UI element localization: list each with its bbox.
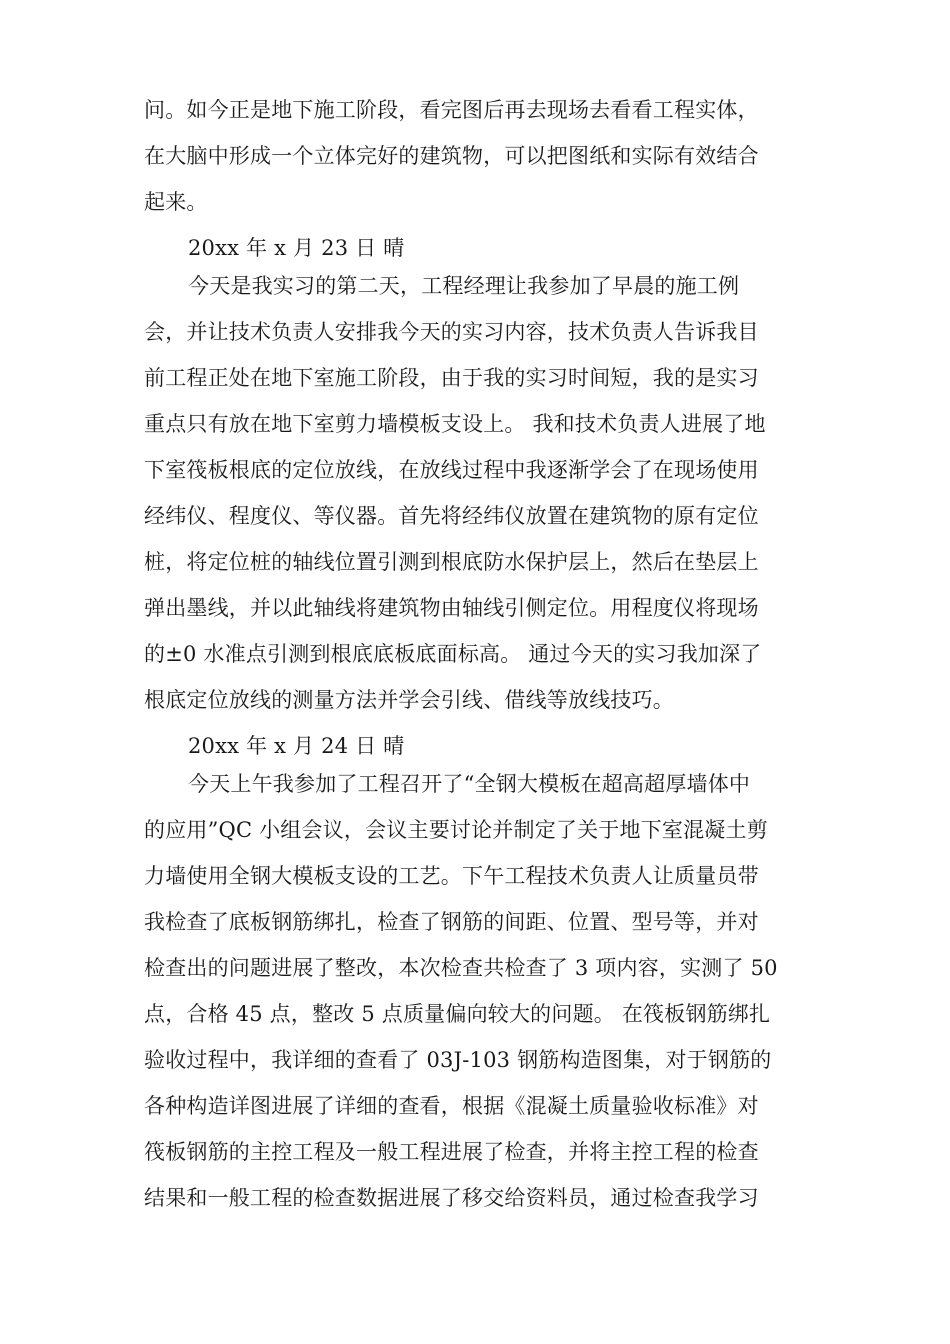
paragraph-line: 重点只有放在地下室剪力墙模板支设上。 我和技术负责人进展了地 xyxy=(144,412,766,436)
paragraph-line: 今天上午我参加了工程召开了“全钢大模板在超高超厚墙体中 xyxy=(188,772,751,796)
paragraph-line: 的±0 水准点引测到根底底板底面标高。 通过今天的实习我加深了 xyxy=(144,642,762,666)
paragraph-line: 各种构造详图进展了详细的查看，根据《混凝土质量验收标准》对 xyxy=(144,1094,759,1118)
paragraph-line: 会，并让技术负责人安排我今天的实习内容，技术负责人告诉我目 xyxy=(144,320,759,344)
paragraph-line: 在大脑中形成一个立体完好的建筑物，可以把图纸和实际有效结合 xyxy=(144,144,759,168)
paragraph-line: 验收过程中，我详细的查看了 03J-103 钢筋构造图集，对于钢筋的 xyxy=(144,1048,772,1072)
paragraph-line: 下室筏板根底的定位放线，在放线过程中我逐渐学会了在现场使用 xyxy=(144,458,759,482)
paragraph-line: 今天是我实习的第二天，工程经理让我参加了早晨的施工例 xyxy=(188,274,740,298)
paragraph-line: 经纬仪、程度仪、等仪器。首先将经纬仪放置在建筑物的原有定位 xyxy=(144,504,759,528)
date-heading-24: 20xx 年 x 月 24 日 晴 xyxy=(188,734,405,758)
paragraph-line: 根底定位放线的测量方法并学会引线、借线等放线技巧。 xyxy=(144,688,674,712)
paragraph-line: 的应用”QC 小组会议，会议主要讨论并制定了关于地下室混凝土剪 xyxy=(144,818,768,842)
paragraph-line: 筏板钢筋的主控工程及一般工程进展了检查，并将主控工程的检查 xyxy=(144,1140,759,1164)
paragraph-line: 起来。 xyxy=(144,190,208,214)
paragraph-line: 检查出的问题进展了整改，本次检查共检查了 3 项内容，实测了 50 xyxy=(144,956,778,980)
paragraph-line: 问。如今正是地下施工阶段，看完图后再去现场去看看工程实体， xyxy=(144,98,759,122)
paragraph-line: 力墙使用全钢大模板支设的工艺。下午工程技术负责人让质量员带 xyxy=(144,864,759,888)
paragraph-line: 我检查了底板钢筋绑扎，检查了钢筋的间距、位置、型号等，并对 xyxy=(144,910,759,934)
paragraph-line: 弹出墨线，并以此轴线将建筑物由轴线引侧定位。用程度仪将现场 xyxy=(144,596,759,620)
date-heading-23: 20xx 年 x 月 23 日 晴 xyxy=(188,236,405,260)
paragraph-line: 结果和一般工程的检查数据进展了移交给资料员，通过检查我学习 xyxy=(144,1186,759,1210)
paragraph-line: 点，合格 45 点，整改 5 点质量偏向较大的问题。 在筏板钢筋绑扎 xyxy=(144,1002,771,1026)
paragraph-line: 桩，将定位桩的轴线位置引测到根底防水保护层上，然后在垫层上 xyxy=(144,550,759,574)
paragraph-line: 前工程正处在地下室施工阶段，由于我的实习时间短，我的是实习 xyxy=(144,366,759,390)
